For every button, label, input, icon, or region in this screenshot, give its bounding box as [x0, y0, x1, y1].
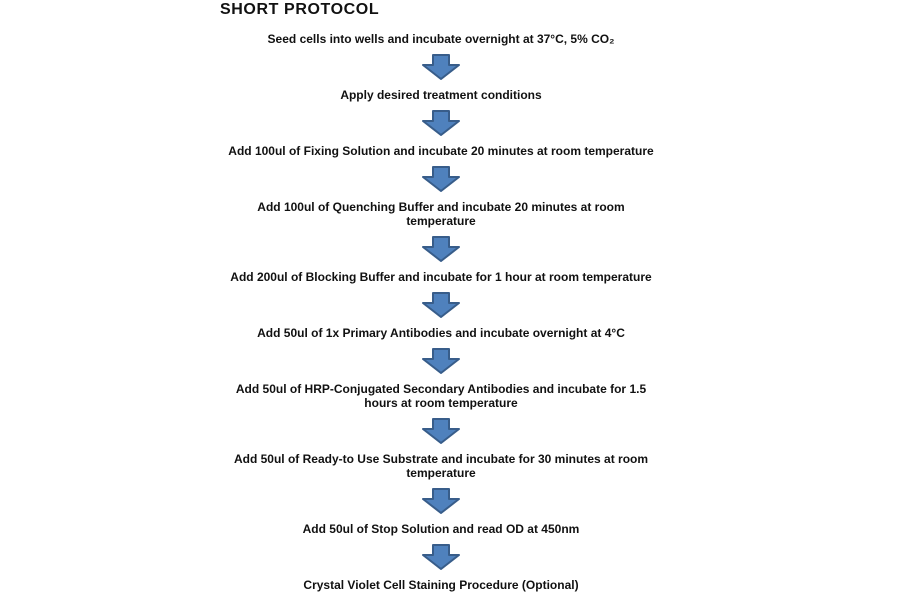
step-text-line: Add 100ul of Fixing Solution and incubate 20 minutes at room temperature: [228, 144, 654, 158]
protocol-step-6: [257, 326, 625, 340]
protocol-step-4: [257, 200, 624, 228]
protocol-flow: [0, 32, 882, 592]
protocol-step-5: [230, 270, 651, 284]
down-arrow-icon: [421, 418, 461, 444]
protocol-step-10: [303, 578, 578, 592]
protocol-step-1: [268, 32, 615, 46]
step-text-line: Add 50ul of Stop Solution and read OD at 450nm: [302, 522, 580, 536]
protocol-step-8: [234, 452, 648, 480]
protocol-step-7: [236, 382, 646, 410]
step-text-line: temperature: [406, 466, 476, 480]
step-text-line: Add 50ul of Ready-to Use Substrate and incubate for 30 minutes at room: [233, 452, 649, 466]
down-arrow-icon: [421, 544, 461, 570]
protocol-step-9: [303, 522, 580, 536]
step-text-line: temperature: [406, 214, 476, 228]
down-arrow-icon: [421, 166, 461, 192]
down-arrow-icon: [421, 348, 461, 374]
step-text-line: Seed cells into wells and incubate overnight at 37°C, 5% CO₂: [267, 32, 615, 46]
down-arrow-icon: [421, 54, 461, 80]
step-text-line: Add 100ul of Quenching Buffer and incubate 20 minutes at room: [257, 200, 625, 214]
step-text-line: Add 50ul of 1x Primary Antibodies and incubate overnight at 4°C: [257, 326, 625, 340]
page-title: SHORT PROTOCOL: [220, 1, 380, 18]
down-arrow-icon: [421, 236, 461, 262]
down-arrow-icon: [421, 292, 461, 318]
down-arrow-icon: [421, 488, 461, 514]
protocol-step-2: [340, 88, 541, 102]
step-text-line: Apply desired treatment conditions: [340, 88, 542, 102]
step-text-line: Add 200ul of Blocking Buffer and incubate for 1 hour at room temperature: [230, 270, 652, 284]
down-arrow-icon: [421, 110, 461, 136]
protocol-step-3: [228, 144, 653, 158]
step-text-line: Crystal Violet Cell Staining Procedure (Optional): [303, 578, 579, 592]
step-text-line: Add 50ul of HRP-Conjugated Secondary Antibodies and incubate for 1.5: [235, 382, 647, 396]
step-text-line: hours at room temperature: [364, 396, 518, 410]
